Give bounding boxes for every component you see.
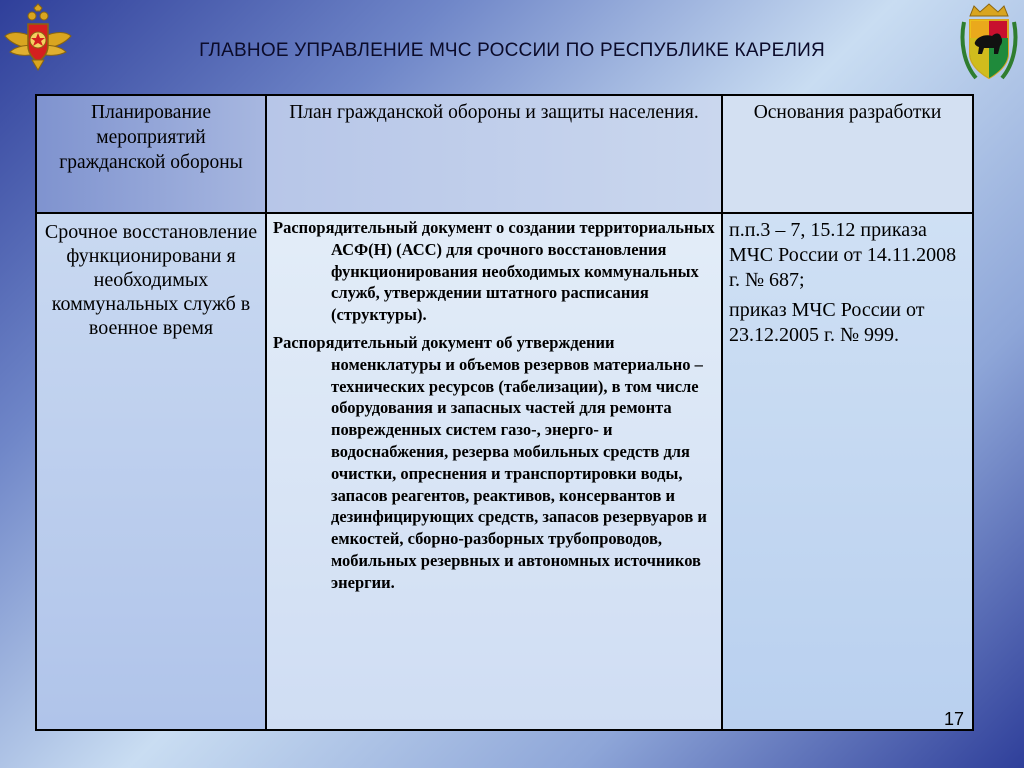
page-title: ГЛАВНОЕ УПРАВЛЕНИЕ МЧС РОССИИ ПО РЕСПУБЛИКЕ КАРЕЛИЯ bbox=[199, 40, 825, 61]
document-item: Распорядительный документ о создании территориальных АСФ(Н) (АСС) для срочного восстановления функционирования необходимых коммунальных служб, утверждении штатного расписания (структуры). bbox=[273, 218, 715, 325]
column-header-plan bbox=[266, 95, 722, 213]
basis-item: приказ МЧС России от 23.12.2005 г. № 999. bbox=[729, 299, 925, 346]
page-number: 17 bbox=[943, 709, 964, 729]
table-header-row bbox=[36, 95, 973, 213]
documents-cell bbox=[266, 213, 722, 730]
emercom-emblem-icon bbox=[2, 2, 74, 74]
plan-table bbox=[35, 94, 974, 731]
column-header-label: Планирование мероприятий гражданской обороны bbox=[59, 102, 243, 173]
table-row bbox=[36, 213, 973, 730]
activity-text: Срочное восстановление функционировани я необходимых коммунальных служб в военное время bbox=[44, 221, 258, 339]
column-header-label: Основания разработки bbox=[753, 102, 942, 123]
basis-item: п.п.3 – 7, 15.12 приказа МЧС России от 14.11.2008 г. № 687; bbox=[729, 219, 957, 291]
document-item: Распорядительный документ об утверждении номенклатуры и объемов резервов материально – технических ресурсов (табелизации), в том числе оборудования и запасных частей для ремонта поврежденных систем газо-, энерго- и водоснабжения, резерва мобильных средств для очистки, опреснения и транспортировки воды, запасов реагентов, реактивов, консервантов и дезинфицирующих средств, запасов резервуаров и емкостей, сборно-разборных трубопроводов, мобильных резервных и автономных источников энергии. bbox=[273, 332, 707, 592]
basis-cell bbox=[722, 213, 973, 730]
column-header-label: План гражданской обороны и защиты населения. bbox=[289, 102, 699, 123]
activity-cell bbox=[36, 213, 266, 730]
column-header-planning bbox=[36, 95, 266, 213]
column-header-basis bbox=[722, 95, 973, 213]
